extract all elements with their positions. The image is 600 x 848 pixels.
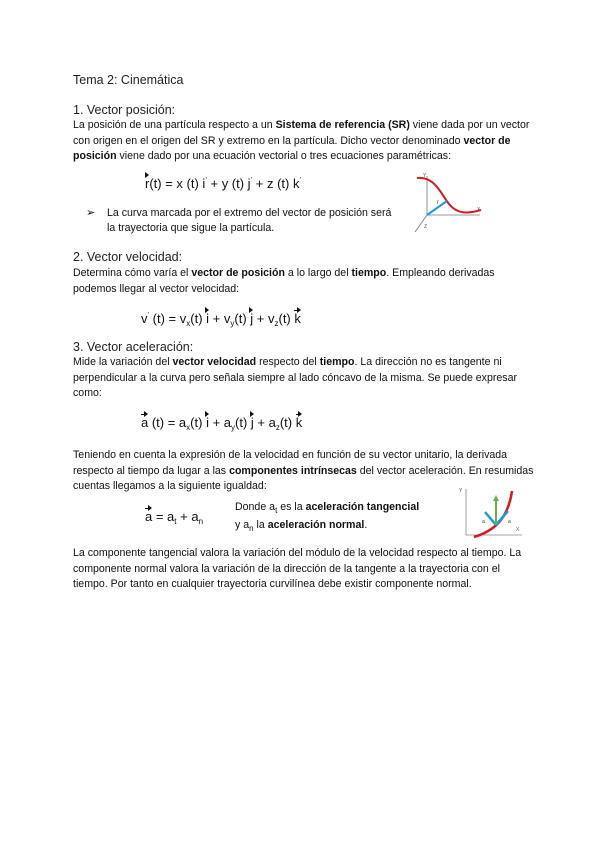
vector-r: r bbox=[145, 176, 150, 191]
note-line-2 bbox=[235, 518, 419, 536]
text: viene dado por una ecuación vectorial o tres ecuaciones paramétricas: bbox=[116, 150, 452, 162]
acceleration-equation: a $(t) = a_x(t) i + a_y(t) j + a_z(t)$ k bbox=[141, 415, 303, 432]
bold-term: vector de posición bbox=[191, 267, 285, 279]
fig1-z-label: Z bbox=[424, 224, 428, 230]
section-1-paragraph bbox=[73, 118, 533, 165]
text: . bbox=[364, 519, 368, 531]
text: y a bbox=[235, 519, 250, 531]
section-2-heading: 2. Vector velocidad: bbox=[73, 250, 183, 264]
fig2-x-label: X bbox=[516, 527, 520, 533]
subscript: n bbox=[249, 524, 254, 533]
text: la bbox=[253, 519, 268, 531]
fig2-at-label: a bbox=[508, 519, 511, 525]
bold-term: Sistema de referencia (SR) bbox=[275, 119, 410, 131]
arrowhead bbox=[493, 495, 499, 501]
subscript: t bbox=[275, 506, 278, 515]
bullet-arrow-icon: ➢ bbox=[86, 207, 96, 219]
text: Mide la variación del bbox=[73, 356, 173, 368]
page-title: Tema 2: Cinemática bbox=[73, 73, 184, 87]
text: . La dirección no es tangente ni perpendicular a la curva pero señala siempre al lado cóncavo de la misma. Se puede expresar como: bbox=[73, 356, 518, 399]
bold-term: aceleración tangencial bbox=[305, 501, 420, 513]
text: Teniendo en cuenta la expresión de la velocidad en función de su vector unitario, la derivada respecto al tiempo da lugar a las bbox=[73, 449, 508, 477]
section-3-heading: 3. Vector aceleración: bbox=[73, 340, 194, 354]
text: respecto del bbox=[256, 356, 320, 368]
eq-part: + y (t) j bbox=[206, 176, 251, 191]
components-note bbox=[235, 500, 419, 536]
normal-acceleration-vector bbox=[485, 512, 496, 525]
fig2-y-label: Y bbox=[459, 488, 463, 494]
fig1-x-label: X bbox=[477, 207, 481, 213]
section-3-paragraph-3: La componente tangencial valora la variación del módulo de la velocidad respecto al tiempo. La componente normal valora la variación de la dirección de la tangente a la trayectoria con el tiempo. Por tanto en cualquier trayectoria curvilínea debe existir componente normal. bbox=[73, 547, 522, 590]
text: del vector aceleración. En resumidas cuentas llegamos a la siguiente igualdad: bbox=[73, 464, 534, 492]
bold-term: vector de posición bbox=[73, 134, 511, 162]
text: viene dada por un vector con origen en el origen del SR y extremo en la partícula. Dicho vector denominado bbox=[73, 119, 530, 147]
tangential-acceleration-vector bbox=[496, 511, 508, 525]
bold-term: vector velocidad bbox=[172, 356, 257, 368]
bold-term: tiempo bbox=[351, 267, 387, 279]
bold-term: tiempo bbox=[319, 356, 355, 368]
acceleration-figure bbox=[452, 485, 527, 543]
text: . Empleando derivadas podemos llegar al vector velocidad: bbox=[73, 267, 495, 295]
position-equation: r(t) = x (t) i’ + y (t) j’ + z (t) k’ bbox=[145, 176, 302, 191]
fig1-r-label: r bbox=[437, 200, 439, 206]
bullet-item bbox=[86, 206, 396, 236]
text: La posición de una partícula respecto a un bbox=[73, 119, 276, 131]
text: es la bbox=[277, 501, 306, 513]
fig1-y-label: Y bbox=[423, 173, 427, 179]
trajectory-figure bbox=[405, 170, 490, 238]
fig2-an-label: a bbox=[482, 519, 485, 525]
bold-term: componentes intrínsecas bbox=[229, 464, 357, 477]
section-3-paragraph bbox=[73, 355, 535, 402]
bullet-text: La curva marcada por el extremo del vector de posición será la trayectoria que sigue la partícula. bbox=[107, 207, 392, 234]
section-2-paragraph bbox=[73, 266, 533, 297]
velocity-equation: v’ $(t) = v_x(t) i + v_y(t) j + v_z(t)$ k bbox=[141, 311, 301, 328]
text: Donde a bbox=[235, 501, 276, 513]
section-1-heading: 1. Vector posición: bbox=[73, 103, 176, 117]
eq-part: + z (t) k bbox=[252, 176, 300, 191]
text: a lo largo del bbox=[284, 267, 352, 279]
intrinsic-equation: $a = a_t + a_n$ bbox=[145, 509, 204, 526]
bold-term: aceleración normal bbox=[267, 519, 365, 531]
text: Determina cómo varía el bbox=[73, 267, 192, 279]
eq-part: (t) = x (t) i bbox=[149, 176, 206, 191]
note-line-1 bbox=[235, 500, 419, 518]
